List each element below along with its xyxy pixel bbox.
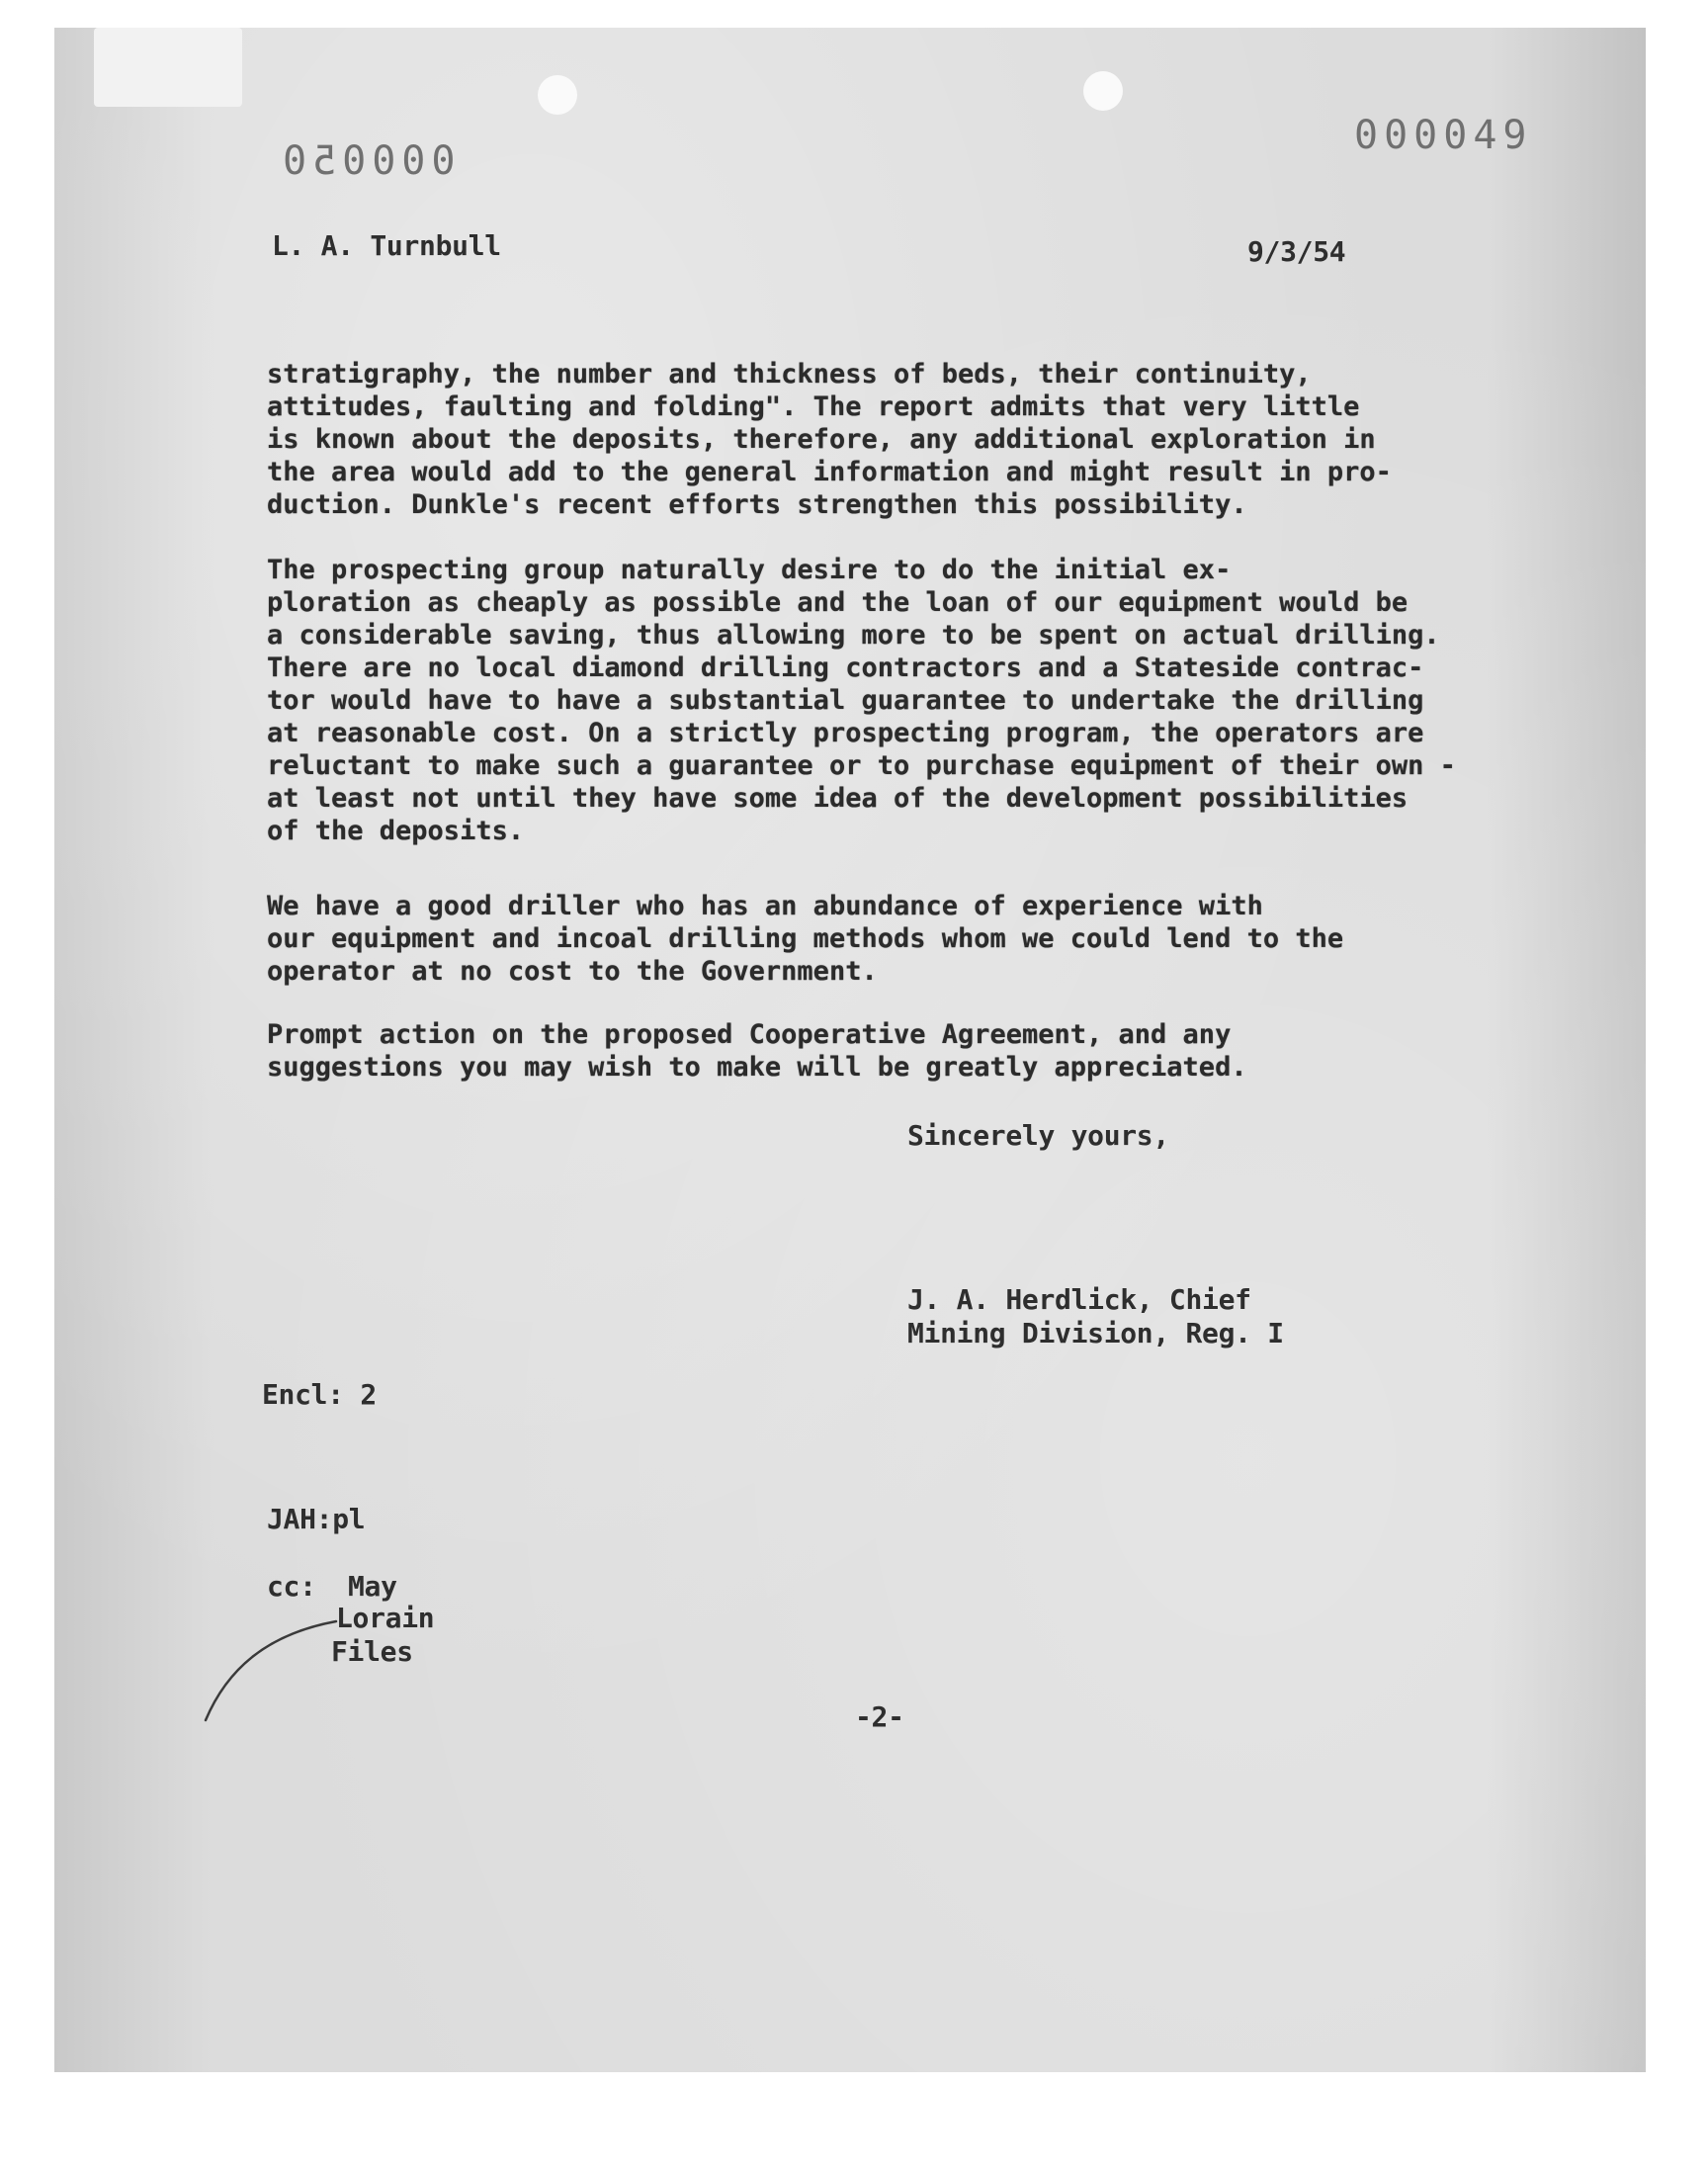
letter-date: 9/3/54 — [1247, 235, 1346, 268]
page-number: -2- — [855, 1700, 904, 1733]
page-stamp: 000049 — [1354, 113, 1533, 158]
page-stamp-mirrored: 000050 — [277, 138, 456, 184]
body-paragraph-1: stratigraphy, the number and thickness of beds, their continuity, attitudes, faulting and folding". The report admits that very little is known about the deposits, therefore, any additional exploration in the area would add to the general information and might result in pro- duction. Dunkle's recent efforts strengthen this possibility. — [267, 359, 1392, 520]
body-paragraph-3: We have a good driller who has an abundance of experience with our equipment and incoal drilling methods whom we could lend to the operator at no cost to the Government. — [267, 891, 1344, 987]
cc-recipient: Lorain — [336, 1602, 435, 1634]
cc-recipient: May — [348, 1570, 397, 1603]
signer-name: J. A. Herdlick, Chief — [907, 1283, 1251, 1316]
punch-hole — [538, 75, 577, 115]
paper-tab — [94, 28, 242, 107]
enclosures-note: Encl: 2 — [262, 1378, 377, 1411]
body-paragraph-2: The prospecting group naturally desire to do the initial ex- ploration as cheaply as possible and the loan of our equipment would be a considerable saving, thus allowing more to be spent on actual drilling. There are no local diamond drilling contractors and a Stateside contrac- tor would have to have a substantial guarantee to undertake the drilling at reasonable cost. On a strictly prospecting program, the operators are reluctant to make such a guarantee or to purchase equipment of their own - at least not until they have some idea of the development possibilities of the deposits. — [267, 555, 1456, 846]
punch-hole — [1083, 71, 1123, 111]
body-paragraph-4: Prompt action on the proposed Cooperative Agreement, and any suggestions you may wish to make will be greatly appreciated. — [267, 1019, 1247, 1083]
closing-salutation: Sincerely yours, — [907, 1119, 1169, 1152]
typist-initials: JAH:pl — [267, 1503, 366, 1535]
signer-title: Mining Division, Reg. I — [907, 1317, 1284, 1349]
cc-label: cc: — [267, 1570, 316, 1603]
cc-recipient: Files — [331, 1635, 413, 1668]
recipient-name: L. A. Turnbull — [272, 229, 501, 262]
handwritten-check-mark-icon — [198, 1600, 356, 1728]
